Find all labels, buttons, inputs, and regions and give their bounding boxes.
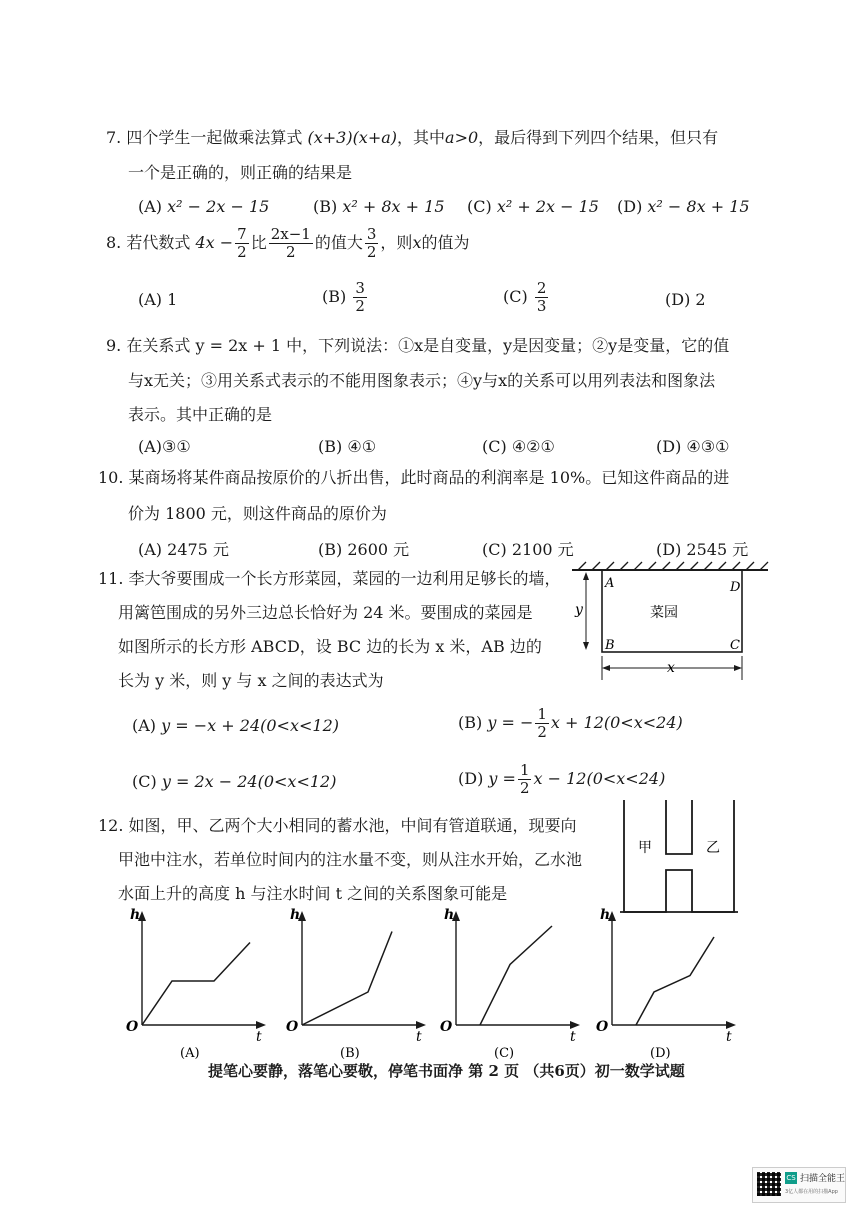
origin-label: O [126, 1019, 139, 1035]
q7-option-a[interactable]: (A) x² − 2x − 15 [138, 197, 270, 216]
q9-line1: 9. 在关系式 y = 2x + 1 中，下列说法：①x是自变量，y是因变量；②y是变量，它的值 [106, 336, 730, 355]
q8-line1: 8. 若代数式 4x − $\frac{7}{2}$ 比 $\frac{2x-1}{2}$ 的值大 $\frac{3}{2}$ ，则x的值为 [106, 225, 470, 261]
q9-option-c[interactable]: (C) ④②① [482, 437, 555, 456]
q7-option-c[interactable]: (C) x² + 2x − 15 [467, 197, 599, 216]
q7-option-d[interactable]: (D) x² − 8x + 15 [617, 197, 750, 216]
q12-graph-a[interactable] [110, 905, 280, 1065]
axis-label-t: t [416, 1029, 422, 1045]
axis-label-h: h [290, 907, 301, 923]
graph-option-label: (C) [494, 1046, 515, 1061]
q7-line2: 一个是正确的，则正确的结果是 [128, 163, 353, 182]
q12-tanks-figure [620, 800, 740, 916]
q11-line2: 用篱笆围成的另外三边总长恰好为 24 米。要围成的菜园是 [118, 603, 533, 622]
graph-line [142, 943, 250, 1026]
q11-line4: 长为 y 米，则 y 与 x 之间的表达式为 [118, 671, 384, 690]
vertex-c: C [730, 638, 740, 653]
q10-option-a[interactable]: (A) 2475 元 [138, 540, 229, 559]
dim-y: y [575, 602, 583, 618]
graph-line [636, 937, 714, 1025]
x-axis-arrow [726, 1021, 736, 1029]
q7-line1: 7. 四个学生一起做乘法算式 (x+3)(x+a)，其中a>0，最后得到下列四个结果，但只有 [106, 128, 719, 147]
q7-expression: (x+3)(x+a) [307, 128, 398, 147]
q8-frac-2x-1: $\frac{2x-1}{2}$ [270, 225, 311, 261]
q7-number: 7. [106, 128, 122, 147]
graph-line [302, 932, 392, 1026]
q11-option-c[interactable]: (C) y = 2x − 24(0<x<12) [132, 772, 337, 791]
axis-label-h: h [600, 907, 611, 923]
q9-line2: 与x无关；③用关系式表示的不能用图象表示；④y与x的关系可以用列表法和图象法 [128, 371, 716, 390]
q8-option-a[interactable]: (A) 1 [138, 290, 178, 309]
dim-x: x [667, 660, 675, 676]
q8-option-b[interactable]: (B) $\frac{3}{2}$ [322, 279, 365, 315]
q8-option-d[interactable]: (D) 2 [665, 290, 706, 309]
q9-option-b[interactable]: (B) ④① [318, 437, 377, 456]
qr-code-icon [757, 1172, 781, 1196]
x-axis-arrow [256, 1021, 266, 1029]
q12-line3: 水面上升的高度 h 与注水时间 t 之间的关系图象可能是 [118, 884, 508, 903]
axis-label-t: t [256, 1029, 262, 1045]
page-footer: 提笔心要静，落笔心要敬，停笔书面净 第 2 页 （共6页）初一数学试题 [208, 1062, 685, 1080]
q9-option-d[interactable]: (D) ④③① [656, 437, 730, 456]
q12-line2: 甲池中注水，若单位时间内的注水量不变，则从注水开始，乙水池 [118, 850, 583, 869]
q11-option-d[interactable]: (D) y = $\frac{1}{2}$ x − 12(0<x<24) [458, 761, 666, 797]
q10-line1: 10. 某商场将某件商品按原价的八折出售，此时商品的利润率是 10%。已知这件商品的进 [98, 468, 730, 487]
vertex-d: D [730, 580, 741, 595]
axis-label-t: t [570, 1029, 576, 1045]
q11-option-a[interactable]: (A) y = −x + 24(0<x<12) [132, 716, 339, 735]
camscanner-logo-icon: CS [786, 1174, 796, 1182]
q8-option-c[interactable]: (C) $\frac{2}{3}$ [503, 279, 547, 315]
q10-option-b[interactable]: (B) 2600 元 [318, 540, 410, 559]
graph-option-label: (D) [650, 1046, 671, 1061]
graph-option-label: (B) [340, 1046, 360, 1061]
axis-label-h: h [444, 907, 455, 923]
axis-label-h: h [130, 907, 141, 923]
q12-graph-d[interactable] [580, 905, 750, 1065]
q10-option-d[interactable]: (D) 2545 元 [656, 540, 749, 559]
scanner-watermark: CS 扫描全能王 3亿人都在用的扫描App [752, 1167, 846, 1203]
tank-yi-label: 乙 [706, 840, 720, 856]
tank-jia-label: 甲 [638, 840, 652, 856]
q11-line3: 如图所示的长方形 ABCD，设 BC 边的长为 x 米，AB 边的 [118, 637, 542, 656]
q10-line2: 价为 1800 元，则这件商品的原价为 [128, 504, 387, 523]
q8-frac-7-2: $\frac{7}{2}$ [237, 225, 247, 261]
origin-label: O [596, 1019, 609, 1035]
vertex-b: B [605, 638, 615, 653]
origin-label: O [286, 1019, 299, 1035]
q11-line1: 11. 李大爷要围成一个长方形菜园，菜园的一边利用足够长的墙， [98, 569, 561, 588]
vertex-a: A [605, 576, 615, 591]
q8-frac-3-2: $\frac{3}{2}$ [366, 225, 377, 261]
q7-option-b[interactable]: (B) x² + 8x + 15 [313, 197, 445, 216]
q12-graph-c[interactable] [424, 905, 594, 1065]
origin-label: O [440, 1019, 453, 1035]
graph-line [480, 926, 552, 1025]
q11-garden-figure [570, 560, 770, 690]
x-axis-arrow [570, 1021, 580, 1029]
q10-option-c[interactable]: (C) 2100 元 [482, 540, 574, 559]
q12-graph-b[interactable] [270, 905, 440, 1065]
garden-label: 菜园 [650, 605, 678, 621]
q11-option-b[interactable]: (B) y = − $\frac{1}{2}$ x + 12(0<x<24) [458, 705, 683, 741]
axis-label-t: t [726, 1029, 732, 1045]
q12-line1: 12. 如图，甲、乙两个大小相同的蓄水池，中间有管道联通，现要向 [98, 816, 577, 835]
q9-line3: 表示。其中正确的是 [128, 405, 273, 424]
q9-option-a[interactable]: (A)③① [138, 437, 191, 456]
graph-option-label: (A) [180, 1046, 200, 1061]
